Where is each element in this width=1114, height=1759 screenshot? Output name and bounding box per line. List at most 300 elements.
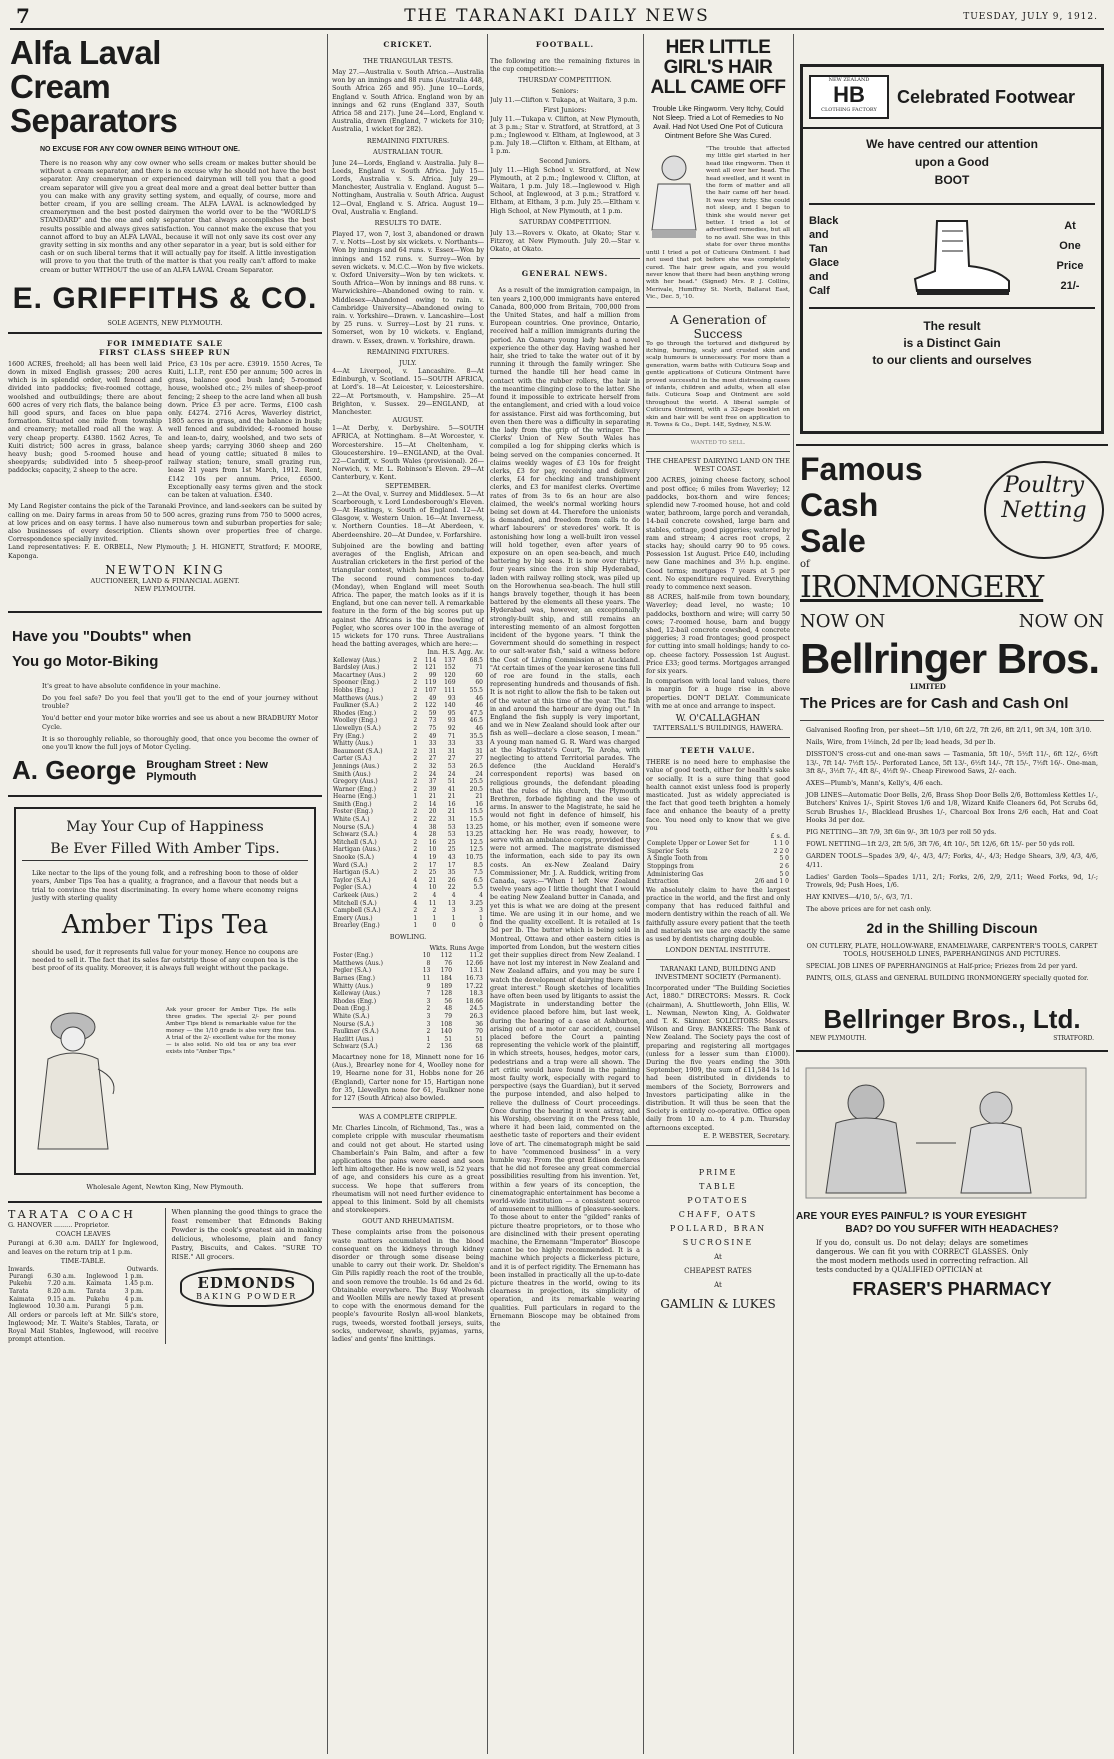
- ocallaghan-name: W. O'CALLAGHAN: [675, 714, 761, 725]
- table-row: [332, 831, 484, 839]
- stat-cell: 4: [432, 892, 437, 899]
- stat-cell: 16.73: [465, 974, 483, 982]
- stat-cell: 60: [475, 671, 483, 679]
- general-news-head: GENERAL NEWS.: [521, 269, 609, 279]
- stat-cell: 2: [413, 816, 418, 824]
- price-value: 5 0: [779, 870, 789, 878]
- stat-cell: 76: [444, 959, 453, 967]
- place-np: NEW PLYMOUTH.: [810, 1035, 867, 1043]
- first-juniors-head: First Juniors:: [543, 105, 587, 114]
- stat-cell: 32: [428, 762, 437, 770]
- divider: [646, 434, 790, 435]
- player-cell: Carkeek (Aus.): [333, 892, 379, 899]
- table-row: Kaimata 9.15 a.m. Pukehu 4 p.m.: [9, 1295, 144, 1303]
- table-row: [332, 839, 484, 847]
- dairy-listing-3: In comparison with local land values, there is margin for a huge rise in above properties. DON'T DELAY. Communicate with me at once and arrange to inspect.: [646, 677, 790, 710]
- table-row: Tarata 8.20 a.m. Tarata 3 p.m.: [9, 1287, 144, 1295]
- table-row: [332, 755, 484, 763]
- player-cell: Faulkner (S.A.): [333, 1028, 379, 1036]
- agent-title: AUCTIONEER, LAND & FINANCIAL AGENT.: [90, 576, 240, 585]
- fixtures-head: REMAINING FIXTURES.: [366, 347, 450, 356]
- player-cell: Rhodes (Eng.): [333, 997, 377, 1005]
- table-row: [332, 1013, 484, 1021]
- stat-cell: 2: [413, 747, 418, 755]
- player-cell: Ward (S.A.): [333, 861, 368, 869]
- coach-headings: [8, 1266, 159, 1273]
- stat-cell: 2: [413, 709, 418, 717]
- land-listings: [8, 360, 322, 499]
- hb-line-2: upon a Good: [915, 155, 989, 169]
- stat-cell: 35: [447, 869, 456, 877]
- land-register: My Land Register contains the pick of the Taranaki Province, and land-seekers can be suited by calling on me. Dairy farms in areas from 50 to 500 acres, grazing runs from 750 to 5000 acres, at low prices and on easy terms. I have also numerous town and suburban properties for sale; also businesses of every description. Clients shown over properties free of charge. Correspondence specially invited.: [8, 502, 322, 544]
- stat-cell: 15.5: [469, 808, 483, 816]
- bowling-note: Macartney none for 18, Minnett none for 16 (Aus.), Brearley none for 4, Woolley none for 19, Hearne none for 31, Hobbs none for 26 (England), Carter none for 15, Hartigan none for 35, Llewellyn none for 61, Faulkner none for 127 (South Africa) also bowled.: [332, 1052, 484, 1102]
- stat-cell: 53: [447, 762, 456, 770]
- prices-note: The Prices are for Cash and Cash Onl: [800, 695, 1069, 712]
- column-rule: [487, 34, 488, 1754]
- stat-cell: 21: [475, 793, 483, 801]
- column-3-football: [490, 34, 640, 1754]
- hb-left-word: and: [809, 271, 829, 283]
- gamlin-rates: CHEAPEST RATES: [684, 1266, 752, 1275]
- alfa-agents: SOLE AGENTS, NEW PLYMOUTH.: [107, 318, 223, 327]
- stat-cell: 22: [447, 884, 456, 892]
- edmonds-logo: [180, 1268, 315, 1307]
- player-cell: Macartney (Aus.): [333, 671, 386, 679]
- stat-cell: 12.66: [465, 959, 483, 967]
- table-row: [332, 725, 484, 733]
- table-row: [332, 748, 484, 756]
- bellringer-ad: [796, 451, 1108, 1042]
- table-row: [332, 816, 484, 824]
- table-row: [332, 900, 484, 908]
- table-row: [332, 960, 484, 968]
- stat-cell: 39: [428, 785, 437, 793]
- gamlin-product: POTATOES: [687, 1195, 749, 1205]
- second-juniors-head: Second Juniors.: [539, 156, 591, 165]
- table-row: [332, 801, 484, 809]
- price-item: A Single Tooth from: [647, 855, 708, 863]
- table-row: [332, 672, 484, 680]
- stat-cell: 111: [444, 686, 456, 694]
- edmonds-sub: BAKING POWDER: [196, 1292, 298, 1302]
- hb-right-text: [1045, 216, 1095, 296]
- bowling-table: [332, 952, 484, 1051]
- player-cell: Carter (S.A.): [333, 755, 372, 763]
- gout-head: GOUT AND RHEUMATISM.: [362, 1217, 454, 1226]
- stat-cell: 21: [428, 876, 437, 884]
- player-cell: Foster (Eng.): [333, 952, 373, 960]
- stat-cell: 2: [413, 732, 418, 740]
- stat-cell: 13: [422, 967, 431, 975]
- stat-cell: 3.25: [469, 899, 483, 907]
- stat-cell: 4: [413, 854, 418, 862]
- coach-note: Purangi at 6.30 a.m. DAILY for Inglewood, and leaves on the return trip at 1 p.m.: [8, 1239, 159, 1256]
- player-cell: Hearne (Eng.): [333, 793, 377, 801]
- masthead: [10, 4, 1104, 30]
- stat-cell: 114: [424, 656, 437, 664]
- cuticura-story: [646, 146, 790, 302]
- column-rule: [643, 34, 644, 1754]
- table-row: [332, 922, 484, 930]
- column-2-cricket: [332, 34, 484, 1754]
- gamlin-product: TABLE: [699, 1181, 737, 1191]
- stat-cell: 2: [413, 671, 418, 679]
- land-reps: Land representatives: F. E. ORBELL, New Plymouth; J. H. HIGNETT, Stratford; F. MOORE, Kaponga.: [8, 543, 322, 560]
- player-cell: Woolley (Eng.): [333, 717, 378, 725]
- dairy-head: THE CHEAPEST DAIRYING LAND ON THE WEST COAST.: [646, 457, 790, 474]
- generation-body: To go through the tortured and disfigured by itching, burning, scaly and crusted skin and scalp humours is unnecessary. For more than a generation, warm baths with Cuticura Soap and gentle applications of Cuticura Ointment have proved successful in the most distressing cases of infants, children and adults, when all else fails. Cuticura Soap and Ointment are sold throughout the world. A liberal sample of Cuticura Ointment, with a 32-page booklet on skin and hair will be sent free on application to R. Towns & Co., Dept. 14E, Sydney, N.S.W.: [646, 340, 790, 428]
- stat-cell: 33: [447, 740, 456, 748]
- price-value: 2 6: [779, 862, 789, 870]
- stat-cell: 18.3: [469, 990, 483, 998]
- player-cell: Nourse (S.A.): [333, 1020, 374, 1028]
- second-juniors-text: July 11.—High School v. Stratford, at New Plymouth, at 2 p.m.; Inglewood v. Clifton, at Waitara, 1 p.m. July 18.—Inglewood v. High School, at Inglewood, at 3 p.m.; Stratford v. Eltham, at Eltham, 3 p.m. July 25.—Eltham v. High School, at New Plymouth, at 1 p.m.: [490, 165, 640, 215]
- teeth-body: THERE is no need here to emphasise the value of good teeth, either for health's sake or socially. It is a sure thing that good health cannot exist unless food is properly masticated. Just as widely appreciated is the fact that good teeth brighten a homely face and enhance the beauty of a pretty face. You need only to know that we give you: [646, 758, 790, 832]
- hb-result-2: is a Distinct Gain: [903, 336, 1001, 350]
- table-row: [332, 1043, 484, 1051]
- player-cell: Hartigan (S.A.): [333, 869, 379, 877]
- stat-cell: 70: [475, 1028, 483, 1036]
- stat-cell: 2: [413, 770, 418, 778]
- stat-cell: 0: [451, 922, 456, 930]
- stat-cell: 2: [426, 1028, 431, 1036]
- stat-cell: 12.5: [469, 846, 483, 854]
- george-headline-1: Have you "Doubts" when: [12, 627, 192, 645]
- stat-cell: 11: [428, 899, 437, 907]
- stat-cell: 140: [444, 702, 456, 710]
- divider: [646, 307, 790, 308]
- gamlin-product: PRIME: [698, 1167, 738, 1177]
- now-on-row: [800, 611, 1104, 632]
- table-row: Purangi 6.30 a.m. Inglewood 1 p.m.: [9, 1272, 144, 1280]
- stat-cell: 112: [440, 952, 453, 960]
- poultry-netting: Poultry Netting: [984, 461, 1104, 559]
- table-row: [332, 702, 484, 710]
- stat-cell: 3: [479, 907, 483, 915]
- edmonds-text: When planning the good things to grace the feast remember that Edmonds Baking Powder is the cook's greatest aid in making delicious, wholesome, plain and fancy Pastry, Biscuits, and Cakes. "SURE TO RISE." All grocers.: [171, 1208, 322, 1262]
- player-cell: Smith (Aus.): [333, 770, 371, 778]
- stat-cell: 2: [413, 785, 418, 793]
- price-list-item: Galvanised Roofing Iron, per sheet—5ft 1/10, 6ft 2/2, 7ft 2/6, 8ft 2/11, 9ft 3/4, 10ft 3/10.: [806, 726, 1092, 734]
- seniors-head: Seniors:: [551, 87, 579, 96]
- gamlin-product: SUCROSINE: [682, 1237, 754, 1247]
- column-4: [646, 34, 790, 1754]
- stat-cell: 43: [447, 854, 456, 862]
- player-cell: Kelleway (Aus.): [333, 990, 381, 998]
- stat-cell: 27: [447, 755, 456, 763]
- stat-cell: 13: [447, 899, 456, 907]
- remaining-head: REMAINING FIXTURES.: [366, 136, 450, 145]
- table-row: [332, 824, 484, 832]
- stat-cell: 25: [447, 838, 456, 846]
- stat-cell: 49: [428, 732, 437, 740]
- stat-cell: 31: [428, 747, 437, 755]
- fixtures-sep: 2—At the Oval, v. Surrey and Middlesex. 5—At Scarborough, v. Lord Londesborough's Eleven. 9—At Hastings, v. South of England. 12—At Glasgow, v. Western Union. 16—At Inverness, v. Northern Counties. 18—At Aberdeen, v. Aberdeenshire. 20—At Dundee, v. Forfarshire.: [332, 489, 484, 539]
- table-row: [646, 848, 790, 856]
- tour-text: June 24—Lords, England v. Australia. July 8—Leeds, England v. South Africa. July 15—Lords, Australia v. S. Africa. July 29—Manchester, Australia v. England. August 5—Nottingham, Australia v. South Africa. August 12—Oval, England v. S. Africa. August 19—Oval, Australia v. England.: [332, 158, 484, 216]
- boot-illustration: [897, 211, 1017, 301]
- player-cell: Beaumont (S.A.): [333, 747, 383, 755]
- stat-cell: 71: [447, 732, 456, 740]
- july-head: JULY.: [399, 358, 417, 367]
- generation-head: A Generation of Success: [670, 312, 766, 341]
- bottom-ads: [8, 1208, 322, 1343]
- stat-cell: 4: [413, 823, 418, 831]
- ironmongery: IRONMONGERY: [800, 570, 1044, 605]
- column-rule: [327, 34, 328, 1754]
- player-cell: Barnes (Eng.): [333, 974, 375, 982]
- stat-cell: 53: [447, 831, 456, 839]
- stat-cell: 33: [428, 740, 437, 748]
- player-cell: Brearley (Eng.): [333, 922, 380, 930]
- stat-cell: 11.2: [469, 952, 483, 960]
- player-cell: Pegler (S.A.): [333, 884, 372, 892]
- george-name: A. George: [12, 755, 137, 786]
- society-head: TARANAKI LAND, BUILDING AND INVESTMENT SOCIETY (Permanent).: [655, 965, 781, 982]
- alfa-laval-ad: [8, 34, 322, 327]
- stat-cell: 2: [413, 861, 418, 869]
- stat-cell: 8.5: [473, 861, 483, 869]
- price-list-item: GARDEN TOOLS—Spades 3/9, 4/-, 4/3, 4/7; Forks, 4/-, 4/3; Hedge Shears, 3/9, 4/3, 4/6, 4/11.: [806, 852, 1098, 869]
- stat-cell: 25: [447, 846, 456, 854]
- tests-text: May 27.—Australia v. South Africa.—Australia won by an innings and 88 runs (Australia 448, South Africa 265 and 95). June 10—Lords, England v. South Africa. England won by an innings and 62 runs (England 337, South Africa 58 and 217). June 24—Lord, England v. Australia, drawn (England, 7 wickets for 310; Australia, 1 wicket for 282).: [332, 68, 484, 134]
- bowling-head: BOWLING.: [389, 932, 427, 941]
- fraser-ad: [796, 1057, 1108, 1317]
- divider: [8, 611, 322, 613]
- fixtures-july: 4—At Liverpool, v. Lancashire. 8—At Edinburgh, v. Scotland. 15—SOUTH AFRICA, at Lord's. 18—At Leicester, v. Leicestershire. 22—At Portsmouth, v. Hampshire. 25—At Brighton, v. Sussex. 29—ENGLAND, at Manchester.: [332, 366, 484, 416]
- gamlin-product: POLLARD, BRAN: [669, 1223, 767, 1233]
- player-cell: Mitchell (S.A.): [333, 838, 377, 846]
- stat-cell: 2: [426, 1043, 431, 1051]
- divider: [8, 1201, 322, 1203]
- hb-right-word: 21/-: [1060, 280, 1080, 292]
- divider: [8, 795, 322, 797]
- player-cell: White (S.A.): [333, 816, 370, 824]
- table-row: [646, 878, 790, 886]
- cuticura-sub: Trouble Like Ringworm. Very Itchy, Could Not Sleep. Tried a Lot of Remedies to No Avail. Had Not Used One Pot of Cuticura Ointment Before She Was Cured.: [652, 104, 784, 140]
- hb-line-1: We have centred our attention: [866, 137, 1038, 151]
- player-cell: Schwarz (S.A.): [333, 831, 378, 839]
- price-item: Superior Sets: [647, 847, 689, 855]
- tour-head: AUSTRALIAN TOUR.: [373, 147, 443, 156]
- stat-cell: 19: [428, 854, 437, 862]
- george-sig: [12, 755, 318, 786]
- hb-badge-letters: HB: [833, 82, 865, 107]
- gamlin-product: CHAFF, OATS: [678, 1209, 758, 1219]
- famous-words: [800, 451, 923, 559]
- table-row: [332, 763, 484, 771]
- place-stratford: STRATFORD.: [1053, 1035, 1094, 1043]
- price-list-item: HAY KNIVES—4/10, 5/-, 6/3, 7/1.: [806, 893, 913, 902]
- hb-left-word: Black: [809, 215, 839, 227]
- player-cell: Hartigan (Aus.): [333, 846, 381, 854]
- amber-line-2: Be Ever Filled With Amber Tips.: [22, 841, 308, 861]
- stat-cell: 36: [475, 1020, 483, 1028]
- thursday-head: THURSDAY COMPETITION.: [518, 76, 612, 85]
- september-head: SEPTEMBER.: [385, 481, 431, 490]
- stat-cell: 31: [475, 747, 483, 755]
- stat-cell: 75: [428, 724, 437, 732]
- gout-text: These complaints arise from the poisonous waste matters accumulated in the blood consequent on the kidneys through kidney disorder or through some disease being unable to carry out their work. Dr. Sheldon's Gin Pills rapidly reach the root of the trouble, and soon remove the trouble. 1s 6d and 2s 6d. Obtainable everywhere. The Busy Woolwash and Woollen Mills are newly taxed at present to cope with the enormous demand for the people's favourite Roslyn all-wool blankets, rugs, tweeds, worsted football jerseys, suits, socks, underwear, shawls, pyjamas, yarns, ladies' and gents' fine knittings.: [332, 1228, 484, 1343]
- stat-cell: 16: [475, 800, 483, 808]
- table-row: [332, 695, 484, 703]
- stat-cell: 2: [413, 694, 418, 702]
- stat-cell: 13.25: [465, 823, 483, 831]
- hb-header: [809, 75, 1095, 119]
- stat-cell: 31: [447, 747, 456, 755]
- player-cell: Fry (Eng.): [333, 732, 365, 740]
- girl-illustration: [646, 150, 702, 242]
- stat-cell: 140: [440, 1028, 453, 1036]
- optician-illustration: [796, 1063, 1096, 1203]
- table-row: [332, 733, 484, 741]
- amber-intro: Like nectar to the lips of the young folk, and a refreshing boon to those of older years, Amber Tips Tea has a quality, a fragrance, and a flavour that needs but a trial to convince the most discriminating. In every home where economy reigns justly with sterling quality: [32, 869, 298, 902]
- bellringer-limited: LIMITED: [910, 682, 946, 691]
- stat-cell: 1: [413, 793, 418, 801]
- stat-cell: 16: [447, 800, 456, 808]
- stat-cell: 1: [426, 1035, 431, 1043]
- alfa-firm: E. GRIFFITHS & CO.: [12, 281, 318, 315]
- stat-cell: 46.5: [469, 717, 483, 725]
- price-list-item: PIG NETTING—3ft 7/9, 3ft 6in 9/-, 3ft 10/3 per roll 50 yds.: [806, 828, 997, 837]
- results-head: RESULTS TO DATE.: [374, 219, 442, 228]
- player-cell: Smith (Eng.): [333, 800, 372, 808]
- saturday-head: SATURDAY COMPETITION.: [518, 217, 612, 226]
- stat-cell: 1: [413, 922, 418, 930]
- table-row: [332, 786, 484, 794]
- player-cell: Faulkner (S.A.): [333, 702, 379, 710]
- saturday-text: July 13.—Rovers v. Okato, at Okato; Star v. Fitzroy, at New Plymouth. July 20.—Star v. Okato, at Okato.: [490, 228, 640, 254]
- stat-cell: 0: [432, 922, 437, 930]
- stat-cell: 0: [479, 922, 483, 930]
- bowling-header: Wkts. Runs Avge: [429, 943, 484, 952]
- player-cell: Pegler (S.A.): [333, 967, 372, 975]
- stat-cell: 51: [475, 1035, 483, 1043]
- stat-cell: 107: [424, 686, 437, 694]
- batting-header: Inn. H.S. Agg. Av.: [427, 648, 484, 657]
- eyes-line-1: ARE YOUR EYES PAINFUL? IS YOUR EYESIGHT: [796, 1211, 1027, 1223]
- famous-word: Sale: [800, 523, 866, 559]
- stat-cell: 189: [440, 982, 453, 990]
- hb-boot-row: [809, 203, 1095, 309]
- cuticura-body: "The trouble that affected my little girl started in her head like ringworm. Then it went all over her head. The head swelled, and it went in the form of matter and all the hair came off her head. It was very itchy. She could not sleep, and I began to think she would never get better. I tried a lot of advertised remedies, but all to no avail. She was in this state for over three months until I tried a pot of Cuticura Ointment. I had not used that pot before she was completely cured. The hair grew again, and you would never know that there had been anything wrong with her head." (Signed) Mrs. P. J. Collins, Merivale, Humffray St. North, Ballarat East, Vic., Dec. 5, '10.: [646, 146, 790, 301]
- table-row: [646, 871, 790, 879]
- stat-cell: 119: [424, 679, 437, 687]
- price-list-item: AXES—Plumb's, Mann's, Kelly's, 4/6 each.: [806, 779, 943, 788]
- stat-cell: 27: [428, 755, 437, 763]
- player-cell: Rhodes (Eng.): [333, 709, 377, 717]
- player-cell: Warner (Eng.): [333, 785, 376, 793]
- hb-badge-bot: CLOTHING FACTORY: [821, 107, 877, 113]
- teeth-tail: We absolutely claim to have the largest practice in the world, and the first and only company that has reduced faithful and modern dentistry within the reach of all. We faithfully assure every patient that the teeth and materials we use are exactly the same as used by dentists charging double.: [646, 885, 790, 943]
- divider: [646, 451, 790, 452]
- table-row: [646, 840, 790, 848]
- table-row: [332, 884, 484, 892]
- cripple-head: WAS A COMPLETE CRIPPLE.: [358, 1113, 458, 1122]
- alfa-body: There is no reason why any cow owner who sells cream or makes butter should be without a cream separator, and there is no excuse why he should not have the best separator. Any creameryman or experienced dairyman will tell you that a good cream separator will give you a great deal more and a great deal better butter than you can make with any gravity setting system, and equally, of course, more and better cream, if you are selling cream. The ALFA LAVAL is acknowledged by creamerymen and the best posted dairymen the world over to be the "WORLD'S STANDARD" and the one and only separator that always accomplishes the best results possible and always gives satisfaction. You cannot make the excuse that you cannot afford to buy an ALFA LAVAL, because it will not only save its cost over any gravity setting in six months and any other separator in a year, but is sold either for cash or on such liberal terms that it will actually pay for itself. A little investigation will prove to you that the truth of the matter is that you really can't afford to make cream or butter WITHOUT the use of an ALFA LAVAL Cream Separator.: [40, 159, 316, 274]
- stat-cell: 4: [479, 892, 483, 899]
- stat-cell: 2: [413, 686, 418, 694]
- stat-cell: 51: [447, 778, 456, 786]
- cutlery-text: ON CUTLERY, PLATE, HOLLOW-WARE, ENAMELWARE, CARPENTER'S TOOLS, CARPET TOOLS, HOUSEHOLD LINES, PAPERHANGINGS AND PICTURES.: [806, 941, 1098, 958]
- stat-cell: 137: [444, 656, 456, 664]
- stat-cell: 13.1: [469, 967, 483, 975]
- table-row: [332, 717, 484, 725]
- divider: [803, 127, 1101, 129]
- august-head: AUGUST.: [392, 416, 424, 425]
- stat-cell: 11: [422, 974, 431, 982]
- stat-cell: 2: [413, 838, 418, 846]
- stat-cell: 21: [447, 808, 456, 816]
- hb-right-word: Price: [1056, 260, 1084, 272]
- gamlin-products: [646, 1168, 790, 1247]
- stat-cell: 4: [413, 831, 418, 839]
- stat-cell: 14: [428, 800, 437, 808]
- batting-table: [332, 657, 484, 930]
- player-cell: Whitty (Aus.): [333, 982, 373, 990]
- cuticura-head: HER LITTLE GIRL'S HAIR ALL CAME OFF: [650, 37, 786, 98]
- averages-intro: Subjoined are the bowling and batting averages of the English, African and Australian cricketers in the first period of the triangular contest, which has just concluded. The second round commences to-day (Monday), when England will meet South Africa. The paper, the match looks as if it is England, but one can never tell. A remarkable feature in the form of the big scores put up against the Africans is the fine bowling of Pegler, who scores over 100 in the average of 15 wickets for 170 runs. Three Australians head the batting averages, which are here:—: [332, 541, 484, 649]
- price-value: 1 1 0: [773, 840, 789, 848]
- stat-cell: 18.66: [465, 997, 483, 1005]
- table-row: [646, 863, 790, 871]
- table-row: [332, 983, 484, 991]
- teeth-head: TEETH VALUE.: [680, 746, 756, 756]
- stat-cell: 7: [426, 990, 431, 998]
- stat-cell: 3: [426, 1020, 431, 1028]
- stat-cell: 28: [428, 831, 437, 839]
- famous-word: Cash: [800, 487, 879, 523]
- stat-cell: 8: [426, 959, 431, 967]
- stat-cell: 71: [475, 664, 483, 672]
- price-item: Administering Gas: [647, 870, 704, 878]
- stat-cell: 1: [413, 914, 418, 922]
- price-item: Stoppings from: [647, 862, 694, 870]
- stat-cell: 25.5: [469, 778, 483, 786]
- teeth-institute: LONDON DENTAL INSTITUTE.: [665, 946, 771, 955]
- table-row: [332, 892, 484, 900]
- stat-cell: 12.5: [469, 838, 483, 846]
- stat-cell: 26.3: [469, 1012, 483, 1020]
- table-row: [332, 915, 484, 923]
- stat-cell: 2: [413, 907, 418, 915]
- seniors-text: July 11.—Clifton v. Tukapa, at Waitara, 3 p.m.: [490, 96, 638, 105]
- stat-cell: 2: [432, 907, 437, 915]
- table-row: [332, 1028, 484, 1036]
- stat-cell: 2: [413, 717, 418, 725]
- table-row: [332, 687, 484, 695]
- stat-cell: 10: [428, 884, 437, 892]
- stat-cell: 26: [447, 876, 456, 884]
- table-row: [332, 967, 484, 975]
- land-left: 1600 ACRES, freehold; all has been well laid down in mixed English grasses; 200 acres which is in splendid order, well fenced and divided into paddocks; five-roomed cottage, woolshed and outbuildings; there are about 600 acres of very rich flats, the balance being hill good spurs, and faces on blue papa formation. Situated one mile from township and creamery; metalled road all the way. A very cheap property. £4380. 1562 Acres, Te Kuiti district; 500 acres in grass, balance heavy bush; good 5-roomed house and sheepyards; subdivided into 5 sheep-proof paddocks; capacity, 2 sheep to the acre.: [8, 359, 162, 475]
- edmonds-brand: EDMONDS: [197, 1274, 297, 1293]
- coach-timetable: TIME-TABLE.: [60, 1256, 106, 1265]
- table-row: [332, 907, 484, 915]
- column-1: [8, 34, 322, 1754]
- stat-cell: 2: [413, 664, 418, 672]
- now-on-left: NOW ON: [800, 611, 886, 632]
- stat-cell: 4: [413, 876, 418, 884]
- hb-left-text: [809, 214, 869, 298]
- divider: [796, 444, 1108, 446]
- stat-cell: 5.5: [473, 884, 483, 892]
- stat-cell: 48: [444, 1005, 453, 1013]
- stat-cell: 20.5: [469, 785, 483, 793]
- coach-fares: COACH LEAVES: [55, 1230, 111, 1239]
- first-juniors-text: July 11.—Tukapa v. Clifton, at New Plymouth, at 3 p.m.; Star v. Stratford, at Stratford, at 3 p.m.; Inglewood v. Eltham, at Inglewood, at 3 p.m. July 18.—Clifton v. Eltham, at Eltham, at 1 p.m.: [490, 114, 640, 156]
